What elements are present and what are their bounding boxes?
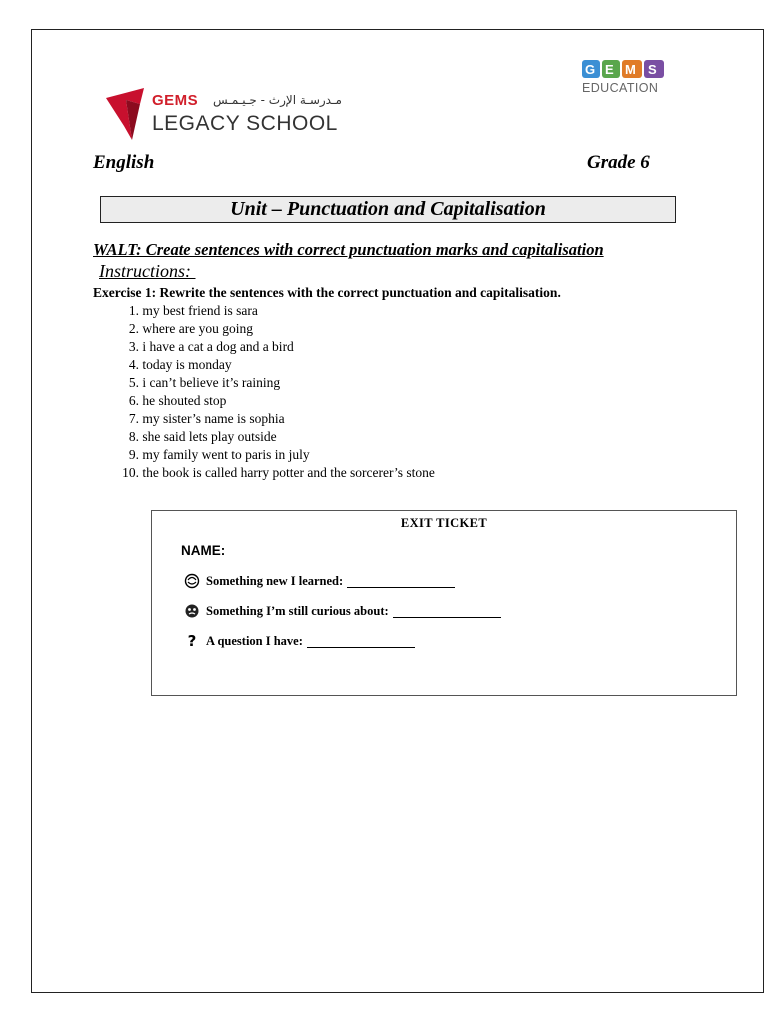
list-item	[113, 392, 435, 410]
instructions-heading: Instructions:	[99, 261, 196, 281]
answer-line[interactable]	[307, 635, 415, 648]
item-number: 6.	[128, 393, 139, 408]
item-text: she said lets play outside	[142, 429, 277, 444]
item-number: 7.	[128, 411, 139, 426]
unit-title: Unit – Punctuation and Capitalisation	[100, 196, 676, 223]
item-text: my best friend is sara	[142, 303, 258, 318]
svg-text:S: S	[648, 62, 657, 77]
item-number: 8.	[128, 429, 139, 444]
svg-text:E: E	[605, 62, 614, 77]
list-item	[113, 338, 435, 356]
item-text: he shouted stop	[142, 393, 227, 408]
education-label: EDUCATION	[582, 81, 659, 95]
prompt-label: Something new I learned:	[206, 573, 344, 588]
item-number: 3.	[128, 339, 139, 354]
item-text: where are you going	[142, 321, 253, 336]
list-item	[113, 446, 435, 464]
curious-face-icon	[184, 603, 200, 619]
list-item	[113, 410, 435, 428]
prompt-still-curious	[184, 603, 501, 619]
item-number: 9.	[128, 447, 139, 462]
subject-label: English	[93, 152, 155, 173]
answer-line[interactable]	[347, 575, 455, 588]
svg-text:G: G	[585, 62, 596, 77]
item-number: 5.	[128, 375, 139, 390]
svg-text:M: M	[625, 62, 636, 77]
name-label: NAME:	[181, 543, 226, 558]
item-number: 10.	[122, 465, 139, 480]
list-item	[113, 374, 435, 392]
exercise-title: Exercise 1: Rewrite the sentences with the correct punctuation and capitalisation.	[93, 285, 561, 300]
item-text: i have a cat a dog and a bird	[142, 339, 294, 354]
exit-ticket-title: EXIT TICKET	[400, 516, 488, 530]
arabic-school-name: مـدرسـة الإرث - جـيـمـس	[213, 93, 342, 107]
walt-objective: WALT: Create sentences with correct punctuation marks and capitalisation	[93, 240, 604, 259]
item-number: 2.	[128, 321, 139, 336]
item-number: 4.	[128, 357, 139, 372]
item-text: my sister’s name is sophia	[142, 411, 285, 426]
list-item	[113, 320, 435, 338]
prompt-label: Something I’m still curious about:	[206, 603, 389, 618]
list-item	[113, 302, 435, 320]
lightbulb-brain-icon	[184, 573, 200, 589]
sentence-list	[113, 302, 435, 482]
gems-brand-text: GEMS	[152, 92, 199, 109]
grade-label: Grade 6	[587, 152, 650, 173]
prompt-new-learned	[184, 573, 455, 589]
item-text: i can’t believe it’s raining	[142, 375, 281, 390]
list-item	[113, 428, 435, 446]
item-number: 1.	[128, 303, 139, 318]
item-text: my family went to paris in july	[142, 447, 310, 462]
school-name: LEGACY SCHOOL	[152, 112, 338, 135]
prompt-label: A question I have:	[206, 633, 303, 648]
question-mark-icon: ?	[187, 632, 197, 650]
item-text: today is monday	[142, 357, 232, 372]
item-text: the book is called harry potter and the sorcerer’s stone	[142, 465, 435, 480]
list-item	[113, 464, 435, 482]
prompt-question	[184, 633, 415, 649]
exit-ticket	[151, 510, 737, 696]
answer-line[interactable]	[393, 605, 501, 618]
list-item	[113, 356, 435, 374]
